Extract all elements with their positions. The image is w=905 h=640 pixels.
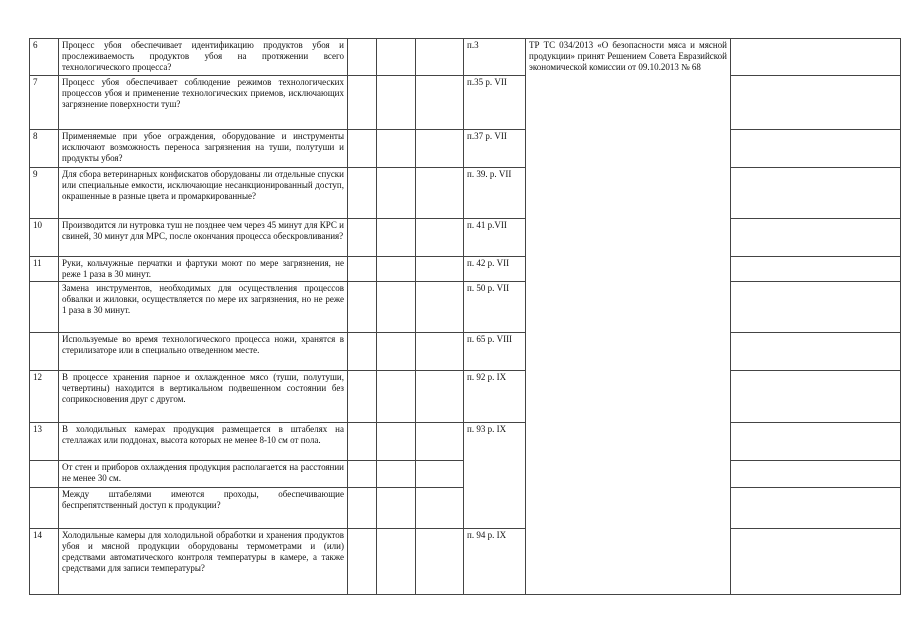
row-number: 11: [30, 257, 59, 282]
answer-cell: [416, 76, 464, 130]
answer-cell: [416, 282, 464, 333]
row-number: 9: [30, 168, 59, 219]
clause-reference: п. 92 р. IX: [464, 371, 526, 423]
answer-cell: [377, 282, 416, 333]
answer-cell: [348, 488, 377, 529]
answer-cell: [348, 461, 377, 488]
comment-cell: [731, 333, 901, 371]
comment-cell: [731, 130, 901, 168]
answer-cell: [377, 423, 416, 461]
table-row: [30, 282, 901, 333]
table-row: [30, 333, 901, 371]
requirement-text: В процессе хранения парное и охлажденное мясо (туши, полутуши, четвертины) находится в вертикальном подвешенном состоянии без соприкосновения друг с другом.: [59, 371, 348, 423]
comment-cell: [731, 371, 901, 423]
comment-cell: [731, 168, 901, 219]
answer-cell: [377, 130, 416, 168]
row-number: 6: [30, 39, 59, 76]
requirement-text: От стен и приборов охлаждения продукция располагается на расстоянии не менее 30 см.: [59, 461, 348, 488]
requirement-text: Холодильные камеры для холодильной обработки и хранения продуктов убоя и мясной продукции оборудованы термометрами и (или) средствами автоматического контроля температуры в камере, а также средствами для записи температуры?: [59, 529, 348, 595]
answer-cell: [348, 423, 377, 461]
checklist-table: [29, 38, 901, 595]
answer-cell: [416, 488, 464, 529]
row-number: 14: [30, 529, 59, 595]
answer-cell: [416, 130, 464, 168]
answer-cell: [377, 529, 416, 595]
row-number: [30, 282, 59, 333]
answer-cell: [377, 168, 416, 219]
requirement-text: В холодильных камерах продукция размещается в штабелях на стеллажах или поддонах, высота которых не менее 8-10 см от пола.: [59, 423, 348, 461]
table-row: [30, 168, 901, 219]
clause-reference: п. 42 р. VII: [464, 257, 526, 282]
requirement-text: Производится ли нутровка туш не позднее чем через 45 минут для КРС и свиней, 30 минут для МРС, после окончания процесса обескровливания?: [59, 219, 348, 257]
row-number: [30, 333, 59, 371]
answer-cell: [416, 219, 464, 257]
answer-cell: [348, 371, 377, 423]
answer-cell: [348, 282, 377, 333]
clause-reference: п. 65 р. VIII: [464, 333, 526, 371]
answer-cell: [416, 257, 464, 282]
comment-cell: [731, 529, 901, 595]
clause-reference: п. 93 р. IX: [464, 423, 526, 529]
comment-cell: [731, 488, 901, 529]
table-row: [30, 529, 901, 595]
answer-cell: [377, 76, 416, 130]
answer-cell: [348, 333, 377, 371]
requirement-text: Применяемые при убое ограждения, оборудование и инструменты исключают возможность переноса загрязнения на туши, полутуши и продукты убоя?: [59, 130, 348, 168]
row-number: 12: [30, 371, 59, 423]
clause-reference: п. 50 р. VII: [464, 282, 526, 333]
requirement-text: Процесс убоя обеспечивает идентификацию продуктов убоя и прослеживаемость продуктов убоя на протяжении всего технологического процесса?: [59, 39, 348, 76]
requirement-text: Процесс убоя обеспечивает соблюдение режимов технологических процессов убоя и применение технологических приемов, исключающих загрязнение поверхности туш?: [59, 76, 348, 130]
comment-cell: [731, 219, 901, 257]
answer-cell: [348, 529, 377, 595]
answer-cell: [377, 371, 416, 423]
answer-cell: [416, 168, 464, 219]
requirement-text: Замена инструментов, необходимых для осуществления процессов обвалки и жиловки, осуществляется по мере их загрязнения, но не реже 1 раза в 30 минут.: [59, 282, 348, 333]
clause-reference: п.3: [464, 39, 526, 76]
requirement-text: Для сбора ветеринарных конфискатов оборудованы ли отдельные спуски или специальные емкости, исключающие несанкционированный доступ, окрашенные в разные цвета и промаркированные?: [59, 168, 348, 219]
table-row: [30, 371, 901, 423]
row-number: 10: [30, 219, 59, 257]
requirement-text: Используемые во время технологического процесса ножи, хранятся в стерилизаторе или в специально отведенном месте.: [59, 333, 348, 371]
row-number: 8: [30, 130, 59, 168]
answer-cell: [348, 219, 377, 257]
answer-cell: [416, 333, 464, 371]
comment-cell: [731, 39, 901, 76]
answer-cell: [348, 257, 377, 282]
answer-cell: [348, 130, 377, 168]
answer-cell: [377, 39, 416, 76]
answer-cell: [416, 529, 464, 595]
table-row: [30, 39, 901, 76]
answer-cell: [416, 371, 464, 423]
row-number: [30, 461, 59, 488]
clause-reference: п.35 р. VII: [464, 76, 526, 130]
row-number: 13: [30, 423, 59, 461]
answer-cell: [416, 461, 464, 488]
normative-act: ТР ТС 034/2013 «О безопасности мяса и мясной продукции» принят Решением Совета Евразийской экономической комиссии от 09.10.2013 № 68: [526, 39, 731, 595]
table-row: [30, 76, 901, 130]
answer-cell: [377, 333, 416, 371]
table-row: [30, 219, 901, 257]
answer-cell: [348, 39, 377, 76]
answer-cell: [416, 39, 464, 76]
row-number: [30, 488, 59, 529]
requirement-text: Между штабелями имеются проходы, обеспечивающие беспрепятственный доступ к продукции?: [59, 488, 348, 529]
clause-reference: п. 94 р. IX: [464, 529, 526, 595]
comment-cell: [731, 76, 901, 130]
clause-reference: п.37 р. VII: [464, 130, 526, 168]
table-row: [30, 257, 901, 282]
table-row: [30, 423, 901, 461]
table-row: [30, 130, 901, 168]
requirement-text: Руки, кольчужные перчатки и фартуки моют по мере загрязнения, не реже 1 раза в 30 минут.: [59, 257, 348, 282]
answer-cell: [377, 219, 416, 257]
answer-cell: [348, 168, 377, 219]
clause-reference: п. 41 р.VII: [464, 219, 526, 257]
answer-cell: [377, 461, 416, 488]
answer-cell: [377, 257, 416, 282]
comment-cell: [731, 257, 901, 282]
comment-cell: [731, 282, 901, 333]
answer-cell: [348, 76, 377, 130]
clause-reference: п. 39. р. VII: [464, 168, 526, 219]
row-number: 7: [30, 76, 59, 130]
comment-cell: [731, 423, 901, 461]
answer-cell: [416, 423, 464, 461]
comment-cell: [731, 461, 901, 488]
answer-cell: [377, 488, 416, 529]
